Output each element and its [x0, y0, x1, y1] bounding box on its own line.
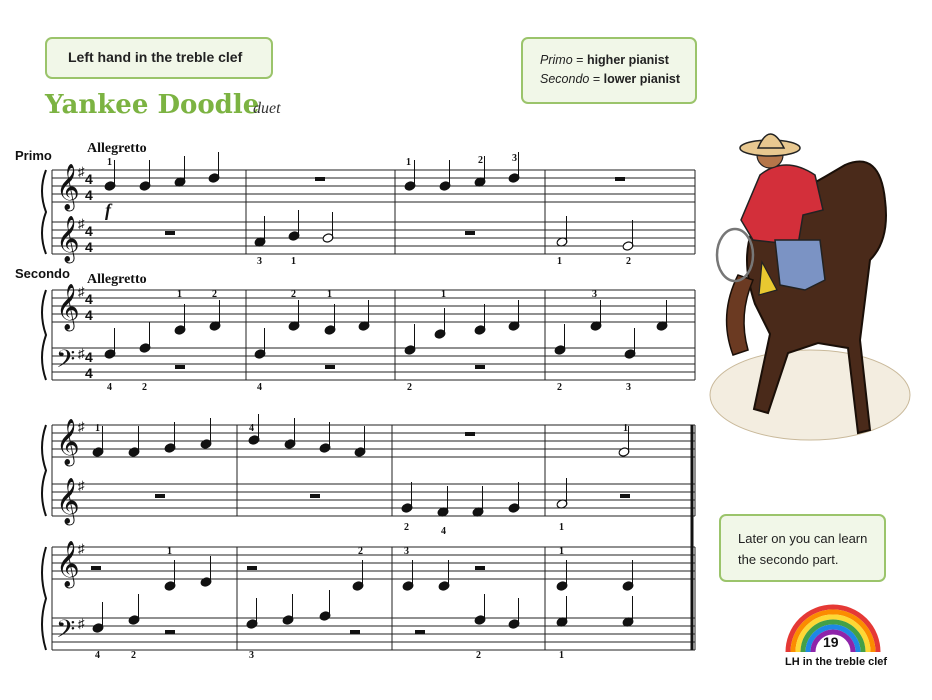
- fingering: 2: [557, 382, 562, 393]
- cowboy-horse-illustration: [710, 134, 910, 440]
- tempo-primo: Allegretto: [87, 141, 147, 156]
- fingering: 2: [626, 256, 631, 267]
- treble-clef: 𝄞: [56, 541, 80, 587]
- fingering: 1: [623, 423, 628, 434]
- rest: [165, 630, 175, 634]
- page-caption: LH in the treble clef: [785, 656, 888, 668]
- key-sharp: ♯: [78, 616, 85, 631]
- brace: [42, 170, 46, 254]
- brace: [42, 547, 46, 650]
- fingering: 2: [476, 650, 481, 661]
- rest: [475, 365, 485, 369]
- rest: [350, 630, 360, 634]
- fingering: 2: [291, 289, 296, 300]
- legend-equals-1: =: [576, 53, 584, 67]
- legend-secondo-desc: lower pianist: [603, 72, 681, 86]
- fingering: 3: [404, 546, 409, 557]
- dynamic-marking: f: [105, 200, 111, 220]
- rest: [91, 566, 101, 570]
- rest: [615, 177, 625, 181]
- fingering: 1: [327, 289, 332, 300]
- tip-text: Later on you can learn the secondo part.: [738, 531, 868, 567]
- time-sig-top: 4: [85, 171, 93, 187]
- secondo-label: Secondo: [15, 266, 70, 281]
- time-sig-top: 4: [85, 291, 93, 307]
- key-sharp: ♯: [78, 284, 85, 299]
- legend-primo-desc: higher pianist: [586, 53, 669, 67]
- rest: [620, 494, 630, 498]
- treble-clef: 𝄞: [56, 478, 80, 524]
- fingering: 2: [142, 382, 147, 393]
- key-sharp: ♯: [78, 216, 85, 231]
- fingering: 1: [107, 157, 112, 168]
- fingering: 1: [559, 546, 564, 557]
- fingering: 3: [257, 256, 262, 267]
- fingering: 3: [626, 382, 631, 393]
- legend-equals-2: =: [592, 72, 601, 86]
- time-sig-bottom: 4: [85, 187, 93, 203]
- fingering: 1: [95, 423, 100, 434]
- key-sharp: ♯: [78, 541, 85, 556]
- fingering: 3: [512, 153, 517, 164]
- fingering: 1: [559, 650, 564, 661]
- key-sharp: ♯: [78, 346, 85, 361]
- fingering: 1: [291, 256, 296, 267]
- rest: [155, 494, 165, 498]
- fingering: 4: [95, 650, 100, 661]
- rest: [475, 566, 485, 570]
- treble-clef: 𝄞: [56, 216, 80, 262]
- primo-label: Primo: [15, 148, 52, 163]
- fingering: 3: [249, 650, 254, 661]
- rest: [175, 365, 185, 369]
- fingering: 2: [358, 546, 363, 557]
- brace: [42, 425, 46, 516]
- key-sharp: ♯: [78, 164, 85, 179]
- time-sig-bottom: 4: [85, 239, 93, 255]
- fingering: 4: [107, 382, 112, 393]
- time-sig-top: 4: [85, 223, 93, 239]
- time-sig-bottom: 4: [85, 307, 93, 323]
- fingering: 2: [131, 650, 136, 661]
- fingering: 1: [559, 522, 564, 533]
- treble-clef: 𝄞: [56, 419, 80, 465]
- fingering: 2: [404, 522, 409, 533]
- rest: [465, 231, 475, 235]
- fingering: 2: [407, 382, 412, 393]
- fingering: 1: [177, 289, 182, 300]
- treble-clef: 𝄞: [56, 164, 80, 210]
- rest: [465, 432, 475, 436]
- fingering: 2: [478, 155, 483, 166]
- time-sig-top: 4: [85, 349, 93, 365]
- rest: [310, 494, 320, 498]
- rest: [165, 231, 175, 235]
- time-sig-bottom: 4: [85, 365, 93, 381]
- fingering: 3: [592, 289, 597, 300]
- rest: [325, 365, 335, 369]
- page-number: 19: [823, 634, 839, 650]
- rest: [315, 177, 325, 181]
- fingering: 2: [212, 289, 217, 300]
- notes-layer: [91, 152, 668, 661]
- fingering: 4: [257, 382, 262, 393]
- key-sharp: ♯: [78, 419, 85, 434]
- bass-clef: 𝄢: [56, 345, 76, 380]
- staff-lines: [42, 164, 695, 650]
- legend-secondo-word: Secondo: [540, 72, 590, 86]
- brace: [42, 290, 46, 380]
- legend-primo-word: Primo: [540, 53, 573, 67]
- key-sharp: ♯: [78, 478, 85, 493]
- fingering: 1: [406, 157, 411, 168]
- treble-clef: 𝄞: [56, 284, 80, 330]
- tempo-secondo: Allegretto: [87, 272, 147, 287]
- fingering: 1: [557, 256, 562, 267]
- fingering: 4: [249, 423, 254, 434]
- fingering: 1: [167, 546, 172, 557]
- rest: [247, 566, 257, 570]
- rest: [415, 630, 425, 634]
- piece-title: Yankee Doodle: [45, 90, 260, 120]
- piece-subtitle: duet: [253, 100, 281, 117]
- tip-box: [719, 514, 886, 582]
- topic-tag-text: Left hand in the treble clef: [68, 49, 243, 65]
- bass-clef: 𝄢: [56, 615, 76, 650]
- fingering: 1: [441, 289, 446, 300]
- fingering: 4: [441, 526, 446, 537]
